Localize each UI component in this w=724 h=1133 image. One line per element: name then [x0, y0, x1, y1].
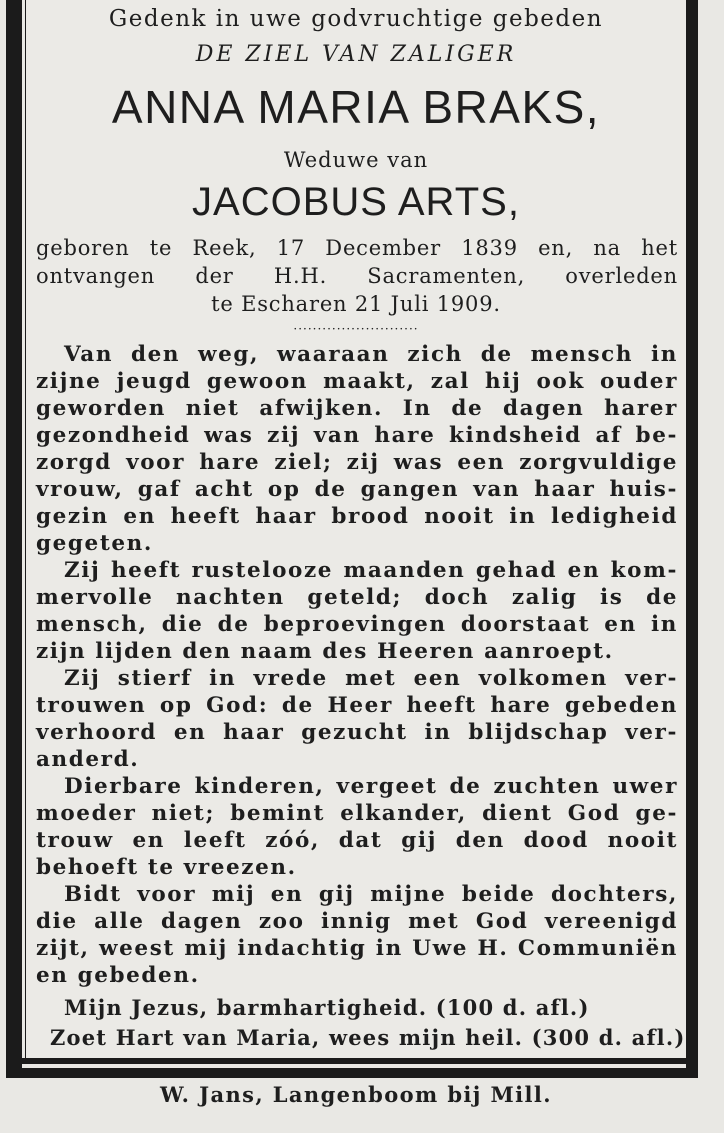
- body-line: mervolle nachten geteld; doch zalig is de: [36, 585, 678, 610]
- body-line: en gebeden.: [36, 963, 200, 988]
- body-line: trouwen op God: de Heer heeft hare gebeden: [36, 693, 678, 718]
- widow-of-label: Weduwe van: [283, 148, 429, 172]
- body-line: Zij stierf in vrede met een volkomen ver-: [64, 666, 678, 691]
- body-line: anderd.: [36, 747, 140, 772]
- body-line: zijne jeugd gewoon maakt, zal hij ook ouder: [36, 369, 678, 394]
- bio-line: te Escharen 21 Juli 1909.: [211, 292, 501, 316]
- body-line: Zij heeft rustelooze maanden gehad en kom-: [64, 558, 678, 583]
- header-line-2: DE ZIEL VAN ZALIGER: [195, 42, 517, 67]
- frame-bottom-border: [6, 1058, 698, 1078]
- body-line: geworden niet afwijken. In de dagen harer: [36, 396, 678, 421]
- body-line: verhoord en haar gezucht in blijdschap ver-: [36, 720, 678, 745]
- body-line: mensch, die de beproevingen doorstaat en in: [36, 612, 678, 637]
- prayer-line-2: Zoet Hart van Maria, wees mijn heil. (300 d. afl.): [50, 1025, 686, 1050]
- body-line: trouw en leeft zóó, dat gij den dood nooit: [36, 828, 678, 853]
- body-line: gegeten.: [36, 531, 153, 556]
- body-line: Bidt voor mij en gij mijne beide dochters,: [64, 882, 678, 907]
- printer-credit: W. Jans, Langenboom bij Mill.: [159, 1082, 553, 1107]
- separator-dots: ··························: [293, 322, 419, 336]
- body-line: gezin en heeft haar brood nooit in ledigheid: [36, 504, 678, 529]
- body-line: zijn lijden den naam des Heeren aanroept.: [36, 639, 614, 664]
- bio-line: geboren te Reek, 17 December 1839 en, na het: [36, 236, 678, 260]
- body-line: moeder niet; bemint elkander, dient God ge-: [36, 801, 678, 826]
- frame-right-border: [686, 0, 698, 1078]
- frame-bottom-inner-line: [22, 1064, 686, 1068]
- deceased-name: ANNA MARIA BRAKS,: [111, 81, 601, 133]
- body-line: vrouw, gaf acht op de gangen van haar huis-: [36, 477, 678, 502]
- body-line: zijt, weest mij indachtig in Uwe H. Communiën: [36, 936, 678, 961]
- body-line: zorgd voor hare ziel; zij was een zorgvuldige: [36, 450, 678, 475]
- frame-left-inner-line: [22, 0, 25, 1078]
- body-line: Dierbare kinderen, vergeet de zuchten uwer: [64, 774, 678, 799]
- prayer-line-1: Mijn Jezus, barmhartigheid. (100 d. afl.): [64, 995, 590, 1020]
- bio-line: ontvangen der H.H. Sacramenten, overleden: [36, 264, 678, 288]
- body-line: Van den weg, waaraan zich de mensch in: [64, 342, 678, 367]
- body-line: behoeft te vreezen.: [36, 855, 297, 880]
- body-line: gezondheid was zij van hare kindsheid af be-: [36, 423, 678, 448]
- husband-name: JACOBUS ARTS,: [192, 180, 520, 224]
- body-line: die alle dagen zoo innig met God vereenigd: [36, 909, 678, 934]
- header-line-1: Gedenk in uwe godvruchtige gebeden: [108, 6, 604, 32]
